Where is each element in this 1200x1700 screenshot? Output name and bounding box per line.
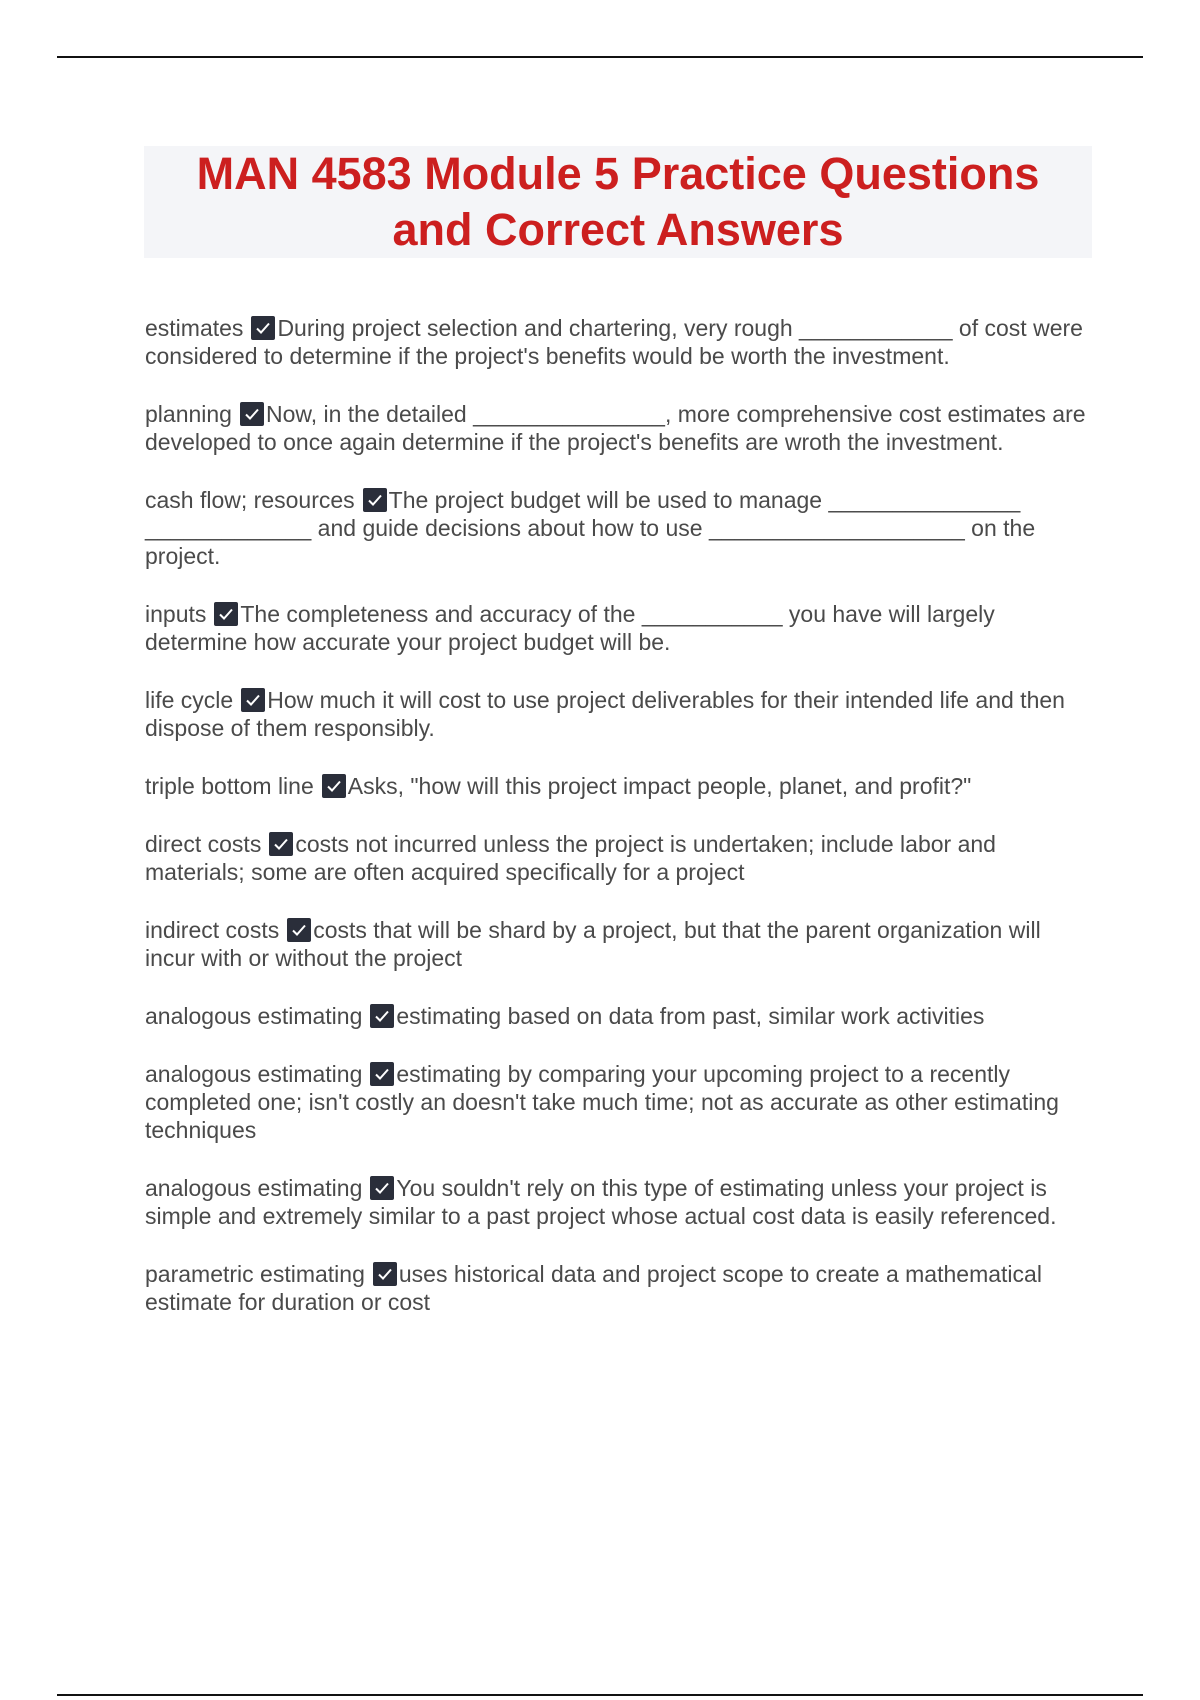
- qa-item: [145, 1060, 1090, 1144]
- checkmark-icon: [241, 688, 265, 712]
- qa-term: estimates: [145, 315, 244, 341]
- qa-definition: The project budget will be used to manage _______________ _____________ and guide decisions about how to use ____________________ on the project.: [145, 487, 1036, 569]
- qa-item: [145, 600, 1090, 656]
- qa-definition: estimating by comparing your upcoming project to a recently completed one; isn't costly an doesn't take much time; not as accurate as other estimating techniques: [145, 1061, 1059, 1143]
- qa-term: planning: [145, 401, 232, 427]
- qa-term: parametric estimating: [145, 1261, 365, 1287]
- qa-list: [145, 314, 1090, 1346]
- qa-definition: The completeness and accuracy of the ___________ you have will largely determine how accurate your project budget will be.: [145, 601, 995, 655]
- checkmark-icon: [240, 402, 264, 426]
- checkmark-icon: [370, 1062, 394, 1086]
- qa-item: [145, 830, 1090, 886]
- top-rule: [57, 56, 1143, 58]
- qa-term: life cycle: [145, 687, 234, 713]
- title-banner: [144, 146, 1092, 258]
- bottom-rule: [57, 1694, 1143, 1696]
- qa-item: [145, 772, 1090, 800]
- qa-definition: costs that will be shard by a project, but that the parent organization will incur with or without the project: [145, 917, 1041, 971]
- qa-definition: Asks, "how will this project impact people, planet, and profit?": [347, 773, 972, 799]
- qa-item: [145, 916, 1090, 972]
- qa-definition: During project selection and chartering, very rough ____________ of cost were considered to determine if the project's benefits would be worth the investment.: [145, 315, 1083, 369]
- qa-definition: estimating based on data from past, similar work activities: [396, 1003, 985, 1029]
- checkmark-icon: [214, 602, 238, 626]
- qa-item: [145, 314, 1090, 370]
- checkmark-icon: [251, 316, 275, 340]
- checkmark-icon: [363, 488, 387, 512]
- checkmark-icon: [373, 1262, 397, 1286]
- page-title: [197, 146, 1040, 258]
- qa-term: analogous estimating: [145, 1175, 363, 1201]
- qa-item: [145, 486, 1090, 570]
- qa-item: [145, 400, 1090, 456]
- qa-term: analogous estimating: [145, 1003, 363, 1029]
- qa-term: analogous estimating: [145, 1061, 363, 1087]
- qa-term: direct costs: [145, 831, 262, 857]
- qa-item: [145, 686, 1090, 742]
- qa-definition: Now, in the detailed _______________, more comprehensive cost estimates are developed to once again determine if the project's benefits are wroth the investment.: [145, 401, 1086, 455]
- page-title-line-2: and Correct Answers: [392, 204, 844, 255]
- qa-item: [145, 1002, 1090, 1030]
- qa-term: triple bottom line: [145, 773, 314, 799]
- qa-definition: uses historical data and project scope to create a mathematical estimate for duration or cost: [145, 1261, 1042, 1315]
- qa-term: indirect costs: [145, 917, 280, 943]
- checkmark-icon: [370, 1004, 394, 1028]
- page-title-line-1: MAN 4583 Module 5 Practice Questions: [196, 148, 1040, 199]
- qa-definition: You souldn't rely on this type of estimating unless your project is simple and extremely similar to a past project whose actual cost data is easily referenced.: [145, 1175, 1057, 1229]
- checkmark-icon: [269, 832, 293, 856]
- qa-item: [145, 1260, 1090, 1316]
- qa-definition: How much it will cost to use project deliverables for their intended life and then dispose of them responsibly.: [145, 687, 1065, 741]
- checkmark-icon: [287, 918, 311, 942]
- checkmark-icon: [370, 1176, 394, 1200]
- qa-definition: costs not incurred unless the project is undertaken; include labor and materials; some are often acquired specifically for a project: [145, 831, 996, 885]
- qa-term: cash flow; resources: [145, 487, 355, 513]
- qa-term: inputs: [145, 601, 207, 627]
- checkmark-icon: [322, 774, 346, 798]
- qa-item: [145, 1174, 1090, 1230]
